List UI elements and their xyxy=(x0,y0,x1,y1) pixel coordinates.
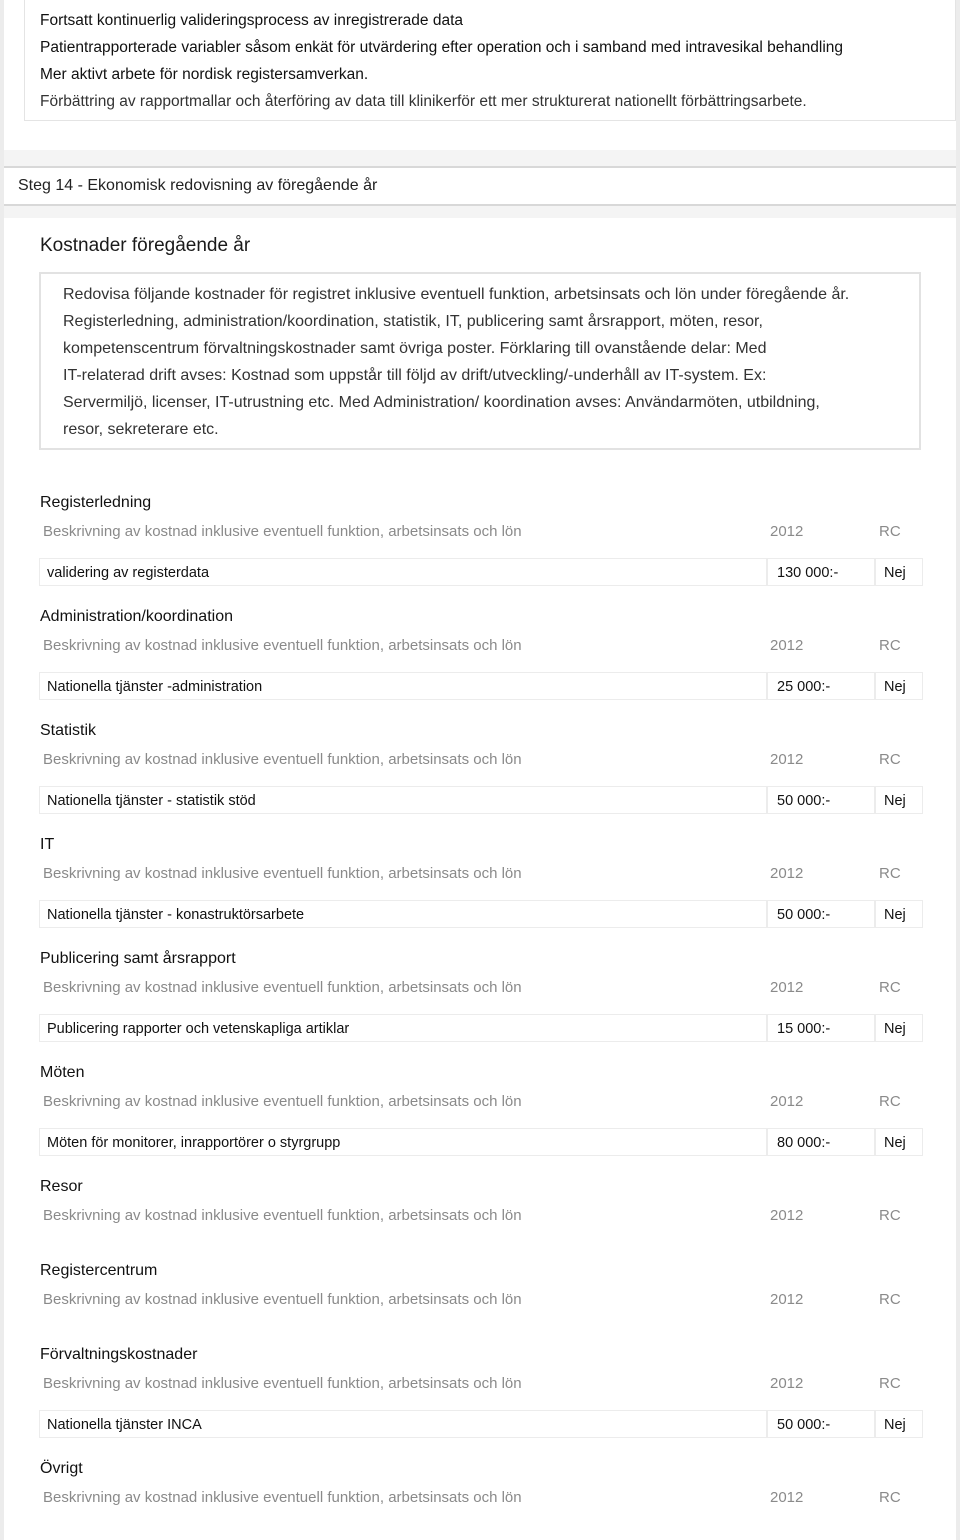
instruction-line: Registerledning, administration/koordination, statistik, IT, publicering samt årsrapport, möten, resor, xyxy=(63,313,763,330)
column-header-rc: RC xyxy=(879,1375,901,1392)
section-title: Kostnader föregående år xyxy=(40,235,251,256)
description-field[interactable] xyxy=(39,1014,767,1042)
category-title: Statistik xyxy=(40,722,97,739)
category-title: Registercentrum xyxy=(40,1262,158,1279)
amount-value: 50 000:- xyxy=(777,793,831,809)
rc-value: Nej xyxy=(884,907,906,923)
column-header-year: 2012 xyxy=(770,523,804,540)
rc-field[interactable] xyxy=(875,786,923,814)
description-field[interactable] xyxy=(39,900,767,928)
amount-value: 50 000:- xyxy=(777,1417,831,1433)
column-header-year: 2012 xyxy=(770,751,804,768)
column-header-description: Beskrivning av kostnad inklusive eventuell funktion, arbetsinsats och lön xyxy=(43,1375,522,1392)
step-header xyxy=(4,166,956,206)
description-field[interactable] xyxy=(39,786,767,814)
amount-value: 130 000:- xyxy=(777,565,839,581)
instruction-line: Servermiljö, licenser, IT-utrustning etc. Med Administration/ koordination avses: Användarmöten, utbildning, xyxy=(63,394,820,411)
page-frame-right xyxy=(956,0,960,1540)
rc-field[interactable] xyxy=(875,672,923,700)
category-title: Registerledning xyxy=(40,494,152,511)
column-header-rc: RC xyxy=(879,1291,901,1308)
category-title: Administration/koordination xyxy=(40,608,233,625)
page-frame-left xyxy=(0,0,4,1540)
amount-value: 25 000:- xyxy=(777,679,831,695)
rc-value: Nej xyxy=(884,1021,906,1037)
description-value: Möten för monitorer, inrapportörer o styrgrupp xyxy=(47,1135,341,1151)
column-header-description: Beskrivning av kostnad inklusive eventuell funktion, arbetsinsats och lön xyxy=(43,1093,522,1110)
column-header-rc: RC xyxy=(879,865,901,882)
rc-value: Nej xyxy=(884,793,906,809)
column-header-rc: RC xyxy=(879,637,901,654)
column-header-year: 2012 xyxy=(770,1375,804,1392)
column-header-year: 2012 xyxy=(770,1207,804,1224)
rc-value: Nej xyxy=(884,679,906,695)
category-title: Övrigt xyxy=(40,1460,83,1477)
column-header-rc: RC xyxy=(879,979,901,996)
description-value: Nationella tjänster - konastruktörsarbete xyxy=(47,907,305,923)
category-title: Möten xyxy=(40,1064,85,1081)
step-band xyxy=(4,150,956,166)
column-header-rc: RC xyxy=(879,1207,901,1224)
rc-value: Nej xyxy=(884,1417,906,1433)
description-value: validering av registerdata xyxy=(47,565,210,581)
column-header-description: Beskrivning av kostnad inklusive eventuell funktion, arbetsinsats och lön xyxy=(43,751,522,768)
instruction-line: kompetenscentrum förvaltningskostnader samt övriga poster. Förklaring till ovanstående delar: Med xyxy=(63,340,767,357)
category-title: IT xyxy=(40,836,55,853)
column-header-description: Beskrivning av kostnad inklusive eventuell funktion, arbetsinsats och lön xyxy=(43,979,522,996)
step-band xyxy=(4,206,956,218)
amount-field[interactable] xyxy=(767,1128,875,1156)
description-value: Nationella tjänster INCA xyxy=(47,1417,202,1433)
rc-field[interactable] xyxy=(875,1128,923,1156)
instruction-line: resor, sekreterare etc. xyxy=(63,421,219,438)
description-value: Nationella tjänster - statistik stöd xyxy=(47,793,256,809)
rc-field[interactable] xyxy=(875,558,923,586)
category-title: Resor xyxy=(40,1178,83,1195)
description-field[interactable] xyxy=(39,558,767,586)
amount-field[interactable] xyxy=(767,900,875,928)
column-header-description: Beskrivning av kostnad inklusive eventuell funktion, arbetsinsats och lön xyxy=(43,865,522,882)
column-header-rc: RC xyxy=(879,751,901,768)
instruction-line: IT-relaterad drift avses: Kostnad som uppstår till följd av drift/utveckling/-underhåll av IT-system. Ex: xyxy=(63,367,767,384)
column-header-year: 2012 xyxy=(770,1291,804,1308)
description-value: Publicering rapporter och vetenskapliga artiklar xyxy=(47,1021,350,1037)
category-title: Publicering samt årsrapport xyxy=(40,950,236,967)
amount-field[interactable] xyxy=(767,558,875,586)
column-header-description: Beskrivning av kostnad inklusive eventuell funktion, arbetsinsats och lön xyxy=(43,1489,522,1506)
instruction-box xyxy=(39,272,921,450)
rc-value: Nej xyxy=(884,565,906,581)
rc-value: Nej xyxy=(884,1135,906,1151)
rc-field[interactable] xyxy=(875,900,923,928)
amount-field[interactable] xyxy=(767,786,875,814)
intro-line: Fortsatt kontinuerlig valideringsprocess av inregistrerade data xyxy=(40,12,464,29)
intro-line: Förbättring av rapportmallar och återföring av data till klinikerför ett mer strukturerat nationellt förbättringsarbete. xyxy=(40,93,807,110)
amount-field[interactable] xyxy=(767,1014,875,1042)
column-header-rc: RC xyxy=(879,1093,901,1110)
rc-field[interactable] xyxy=(875,1014,923,1042)
column-header-rc: RC xyxy=(879,523,901,540)
description-field[interactable] xyxy=(39,1410,767,1438)
intro-line: Mer aktivt arbete för nordisk registersamverkan. xyxy=(40,66,369,83)
column-header-year: 2012 xyxy=(770,637,804,654)
description-field[interactable] xyxy=(39,672,767,700)
rc-field[interactable] xyxy=(875,1410,923,1438)
column-header-description: Beskrivning av kostnad inklusive eventuell funktion, arbetsinsats och lön xyxy=(43,637,522,654)
instruction-line: Redovisa följande kostnader för registret inklusive eventuell funktion, arbetsinsats och lön under föregående år. xyxy=(63,286,850,303)
column-header-year: 2012 xyxy=(770,979,804,996)
intro-line: Patientrapporterade variabler såsom enkät för utvärdering efter operation och i samband med intravesikal behandling xyxy=(40,39,844,56)
amount-field[interactable] xyxy=(767,1410,875,1438)
column-header-year: 2012 xyxy=(770,1489,804,1506)
step-title: Steg 14 - Ekonomisk redovisning av föregående år xyxy=(18,177,378,194)
column-header-description: Beskrivning av kostnad inklusive eventuell funktion, arbetsinsats och lön xyxy=(43,523,522,540)
description-value: Nationella tjänster -administration xyxy=(47,679,263,695)
column-header-year: 2012 xyxy=(770,1093,804,1110)
column-header-description: Beskrivning av kostnad inklusive eventuell funktion, arbetsinsats och lön xyxy=(43,1207,522,1224)
amount-value: 80 000:- xyxy=(777,1135,831,1151)
column-header-description: Beskrivning av kostnad inklusive eventuell funktion, arbetsinsats och lön xyxy=(43,1291,522,1308)
amount-value: 15 000:- xyxy=(777,1021,831,1037)
column-header-rc: RC xyxy=(879,1489,901,1506)
column-header-year: 2012 xyxy=(770,865,804,882)
description-field[interactable] xyxy=(39,1128,767,1156)
amount-value: 50 000:- xyxy=(777,907,831,923)
amount-field[interactable] xyxy=(767,672,875,700)
category-title: Förvaltningskostnader xyxy=(40,1346,198,1363)
